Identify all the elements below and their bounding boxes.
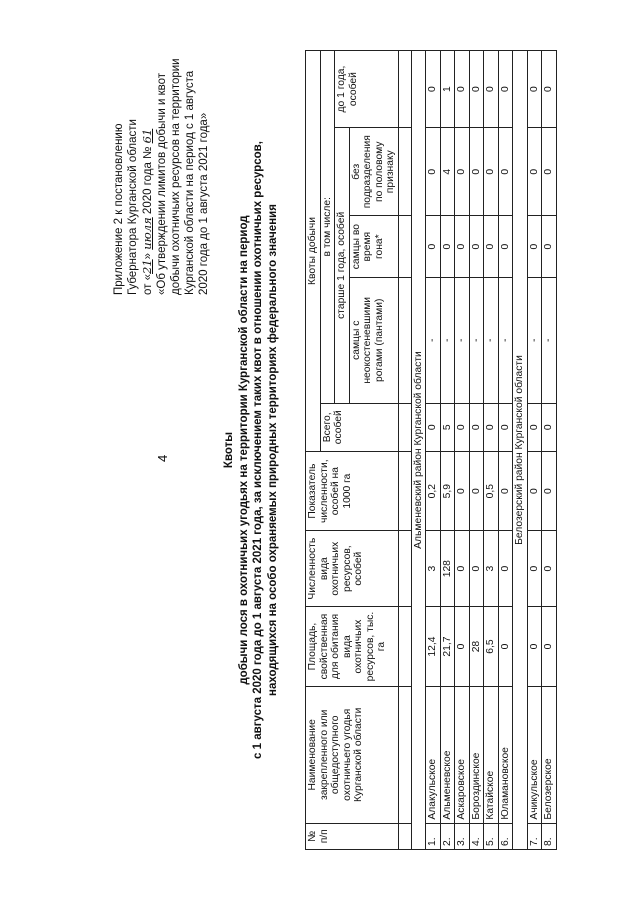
row-total: 0 [426, 403, 441, 451]
row-name: Альменевское [440, 687, 455, 824]
row-name: Белозерское [542, 687, 557, 824]
header-name: Наименование закрепленного или общедоступного охотничьего угодья Курганской области [306, 687, 399, 824]
row-density: 0 [455, 452, 470, 531]
row-number: 3. [455, 823, 470, 849]
row-young: 1 [440, 51, 455, 128]
row-nosex: 0 [484, 128, 499, 216]
section-title: Альменевский район Курганской области [411, 51, 426, 850]
header-young: до 1 года, особей [335, 51, 399, 128]
table-row [484, 51, 499, 850]
row-total: 0 [527, 403, 542, 451]
table-row [527, 51, 542, 850]
row-young: 0 [426, 51, 441, 128]
row-density: 0 [469, 452, 484, 531]
row-name: Катайское [484, 687, 499, 824]
section-row [411, 51, 426, 850]
row-antlered: - [440, 278, 455, 404]
row-area: 12,4 [426, 607, 441, 687]
table-row [426, 51, 441, 850]
row-rut: 0 [455, 216, 470, 278]
row-rut: 0 [469, 216, 484, 278]
row-area: 28 [469, 607, 484, 687]
appendix-line-4: «Об утверждении лимитов добычи и квот [156, 72, 168, 295]
header-including: в том числе: [320, 51, 335, 404]
row-number: 5. [484, 823, 499, 849]
section-row [513, 51, 528, 850]
row-antlered: - [498, 278, 513, 404]
row-density: 0 [542, 452, 557, 531]
header-older: старше 1 года, особей [335, 128, 350, 403]
page-number: 4 [155, 454, 170, 462]
appendix-header [112, 15, 211, 295]
row-population: 128 [440, 531, 455, 607]
row-antlered: - [542, 278, 557, 404]
row-nosex: 0 [527, 128, 542, 216]
row-name: Алакульское [426, 687, 441, 824]
row-population: 0 [542, 531, 557, 607]
appendix-line-1: Приложение 2 к постановлению [113, 123, 125, 295]
row-number: 7. [527, 823, 542, 849]
header-quotas: Квоты добычи [306, 51, 321, 452]
header-density: Показатель численности, особей на 1000 га [306, 452, 399, 531]
row-nosex: 0 [426, 128, 441, 216]
section-title: Белозерский район Курганской области [513, 51, 528, 850]
row-nosex: 0 [455, 128, 470, 216]
row-nosex: 0 [469, 128, 484, 216]
row-antlered: - [469, 278, 484, 404]
appendix-date-line [140, 15, 155, 295]
document-title [222, 55, 280, 845]
appendix-line-7: 2020 года до 1 августа 2021 года» [198, 112, 210, 295]
row-population: 3 [426, 531, 441, 607]
row-number: 1. [426, 823, 441, 849]
row-density: 0,2 [426, 452, 441, 531]
handwritten-month: июля [140, 217, 154, 250]
row-area: 0 [542, 607, 557, 687]
row-rut: 0 [527, 216, 542, 278]
row-rut: 0 [498, 216, 513, 278]
table-row [440, 51, 455, 850]
header-number-row [398, 51, 411, 850]
appendix-line-2: Губернатора Курганской области [127, 119, 139, 295]
row-rut: 0 [484, 216, 499, 278]
table-row [469, 51, 484, 850]
row-rut: 0 [440, 216, 455, 278]
row-population: 0 [498, 531, 513, 607]
header-antlered: самцы с неокостеневшими рогами (пантами) [349, 278, 398, 404]
title-line-1: Квоты [223, 431, 235, 469]
row-nosex: 4 [440, 128, 455, 216]
row-antlered: - [527, 278, 542, 404]
row-name: Бороздинское [469, 687, 484, 824]
row-number: 4. [469, 823, 484, 849]
row-young: 0 [484, 51, 499, 128]
table-row [498, 51, 513, 850]
row-young: 0 [498, 51, 513, 128]
row-density: 5,9 [440, 452, 455, 531]
row-nosex: 0 [498, 128, 513, 216]
row-area: 21,7 [440, 607, 455, 687]
row-name: Юламановское [498, 687, 513, 824]
row-density: 0,5 [484, 452, 499, 531]
row-population: 0 [527, 531, 542, 607]
appendix-line-5: добычи охотничьих ресурсов на территории [170, 58, 182, 295]
row-population: 3 [484, 531, 499, 607]
date-mid: » [142, 252, 154, 260]
row-number: 6. [498, 823, 513, 849]
row-total: 0 [542, 403, 557, 451]
row-number: 2. [440, 823, 455, 849]
row-name: Ачикульское [527, 687, 542, 824]
row-area: 0 [455, 607, 470, 687]
handwritten-day: 21 [140, 259, 154, 274]
row-young: 0 [455, 51, 470, 128]
row-total: 0 [455, 403, 470, 451]
header-nosex: без подразделения по половому признаку [349, 128, 398, 216]
header-rut: самцы во время гона* [349, 216, 398, 278]
row-density: 0 [527, 452, 542, 531]
row-area: 6,5 [484, 607, 499, 687]
row-density: 0 [498, 452, 513, 531]
row-total: 0 [469, 403, 484, 451]
title-line-3: с 1 августа 2020 года до 1 августа 2021 года, за исключением таких квот в отношении охотничьих ресурсов, [252, 141, 264, 759]
row-total: 0 [484, 403, 499, 451]
row-name: Аскаровское [455, 687, 470, 824]
table-body [411, 51, 556, 850]
row-young: 0 [469, 51, 484, 128]
table-row [542, 51, 557, 850]
appendix-line-6: Курганской области на период с 1 августа [184, 70, 196, 295]
row-area: 0 [498, 607, 513, 687]
header-num: № п/п [306, 823, 399, 849]
row-young: 0 [527, 51, 542, 128]
row-number: 8. [542, 823, 557, 849]
header-population: Численность вида охотничьих ресурсов, особей [306, 531, 399, 607]
header-total: Всего, особей [320, 403, 398, 451]
date-prefix: от « [142, 273, 154, 295]
row-young: 0 [542, 51, 557, 128]
table-row [455, 51, 470, 850]
row-area: 0 [527, 607, 542, 687]
row-nosex: 0 [542, 128, 557, 216]
handwritten-number: 61 [140, 128, 154, 144]
row-antlered: - [484, 278, 499, 404]
row-population: 0 [469, 531, 484, 607]
row-population: 0 [455, 531, 470, 607]
row-antlered: - [455, 278, 470, 404]
date-suffix: 2020 года № [142, 146, 154, 218]
row-rut: 0 [542, 216, 557, 278]
row-total: 5 [440, 403, 455, 451]
title-line-4: находящихся на особо охраняемых природных территориях федерального значения [266, 204, 279, 696]
quota-table [305, 50, 557, 850]
row-total: 0 [498, 403, 513, 451]
title-line-2: добычи лося в охотничьих угодьях на территории Курганской области на период [237, 215, 250, 685]
row-rut: 0 [426, 216, 441, 278]
row-antlered: - [426, 278, 441, 404]
header-area: Площадь, свойственная для обитания вида охотничьих ресурсов, тыс. га [306, 607, 399, 687]
